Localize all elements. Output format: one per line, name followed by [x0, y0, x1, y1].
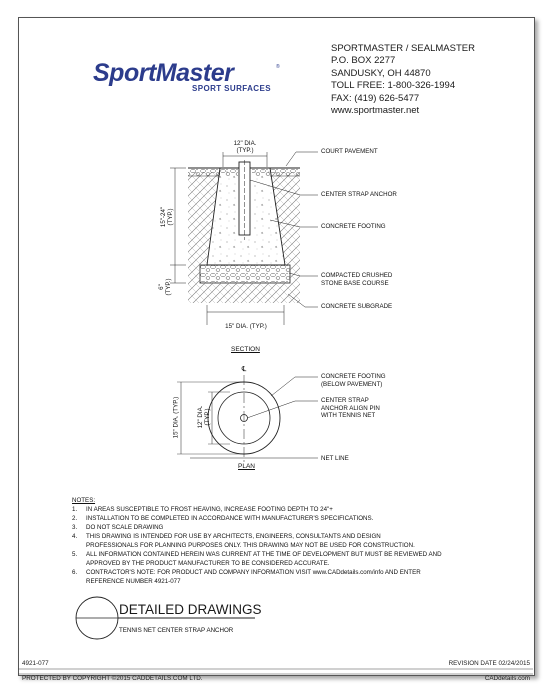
- note-text: DO NOT SCALE DRAWING: [86, 524, 164, 531]
- section-caption: SECTION: [231, 346, 260, 353]
- dim-plan-inner: [197, 397, 211, 437]
- note-text: ALL INFORMATION CONTAINED HEREIN WAS CURRENT AT THE TIME OF DEVELOPMENT BUT MUST BE REVIEWED AND: [86, 551, 442, 558]
- concrete-subgrade: [200, 283, 290, 303]
- note-item: [72, 523, 432, 532]
- company-fax: FAX: (419) 626-5477: [331, 92, 420, 104]
- label-court-pavement: COURT PAVEMENT: [321, 148, 378, 155]
- note-text: IN AREAS SUSCEPTIBLE TO FROST HEAVING, INCREASE FOOTING DEPTH TO 24"+: [86, 506, 333, 513]
- label-plan-footing-line2: (BELOW PAVEMENT): [321, 380, 383, 388]
- label-crushed-stone-line2: STONE BASE COURSE: [321, 279, 389, 287]
- reference-number: 4921-077: [22, 660, 49, 667]
- note-number: 3.: [72, 524, 78, 531]
- label-concrete-footing: CONCRETE FOOTING: [321, 223, 386, 230]
- label-net-line: NET LINE: [321, 455, 349, 462]
- company-website: www.sportmaster.net: [331, 105, 420, 117]
- dim-depth-value: 15"-24": [160, 206, 167, 228]
- note-number: 1.: [72, 506, 78, 513]
- dim-depth-typ: (TYP.): [167, 208, 174, 226]
- dim-base-depth: [158, 272, 172, 302]
- note-item: [72, 532, 432, 550]
- logo-tagline: SPORT SURFACES: [192, 84, 271, 93]
- copyright-notice: PROTECTED BY COPYRIGHT ©2015 CADDETAILS.COM LTD.: [22, 675, 203, 682]
- crushed-stone-base: [200, 265, 290, 283]
- note-text-continued: APPROVED BY THE PRODUCT MANUFACTURER TO BE CONSIDERED ACCURATE.: [86, 560, 330, 567]
- note-number: 5.: [72, 551, 78, 558]
- dim-footing-depth: [160, 194, 174, 240]
- note-number: 4.: [72, 533, 78, 540]
- label-concrete-subgrade: CONCRETE SUBGRADE: [321, 303, 393, 310]
- label-plan-footing: [321, 373, 386, 388]
- label-center-strap-anchor: CENTER STRAP ANCHOR: [321, 191, 397, 198]
- note-text: THIS DRAWING IS INTENDED FOR USE BY ARCHITECTS, ENGINEERS, CONSULTANTS AND DESIGN: [86, 533, 381, 540]
- drawing-subtitle: TENNIS NET CENTER STRAP ANCHOR: [119, 627, 234, 634]
- note-item: [72, 568, 432, 586]
- logo-wordmark: SportMaster: [93, 59, 234, 87]
- note-item: [72, 514, 432, 523]
- note-item: [72, 505, 432, 514]
- label-crushed-stone-line1: COMPACTED CRUSHED: [321, 272, 393, 279]
- note-text-continued: REFERENCE NUMBER 4921-077: [86, 578, 181, 585]
- section-view: [170, 152, 318, 325]
- caddetails-link[interactable]: CADdetails.com: [484, 675, 530, 682]
- revision-date: REVISION DATE 02/24/2015: [448, 660, 530, 667]
- note-text: INSTALLATION TO BE COMPLETED IN ACCORDANCE WITH MANUFACTURER'S SPECIFICATIONS.: [86, 515, 374, 522]
- dim-plan-inner-typ: (TYP.): [204, 408, 211, 426]
- dim-base-value: 6": [158, 284, 165, 290]
- dim-bottom-diameter: 15" DIA. (TYP.): [225, 323, 267, 330]
- dim-plan-inner-value: 12" DIA.: [197, 405, 204, 429]
- dim-top-typ: (TYP.): [236, 147, 254, 154]
- dim-top-value: 12" DIA.: [233, 140, 257, 147]
- logo-registered-mark: ®: [276, 64, 280, 70]
- company-name: SPORTMASTER / SEALMASTER: [331, 43, 475, 54]
- drawing-title: DETAILED DRAWINGS: [119, 602, 262, 617]
- plan-centerline-symbol: ℄: [241, 366, 247, 373]
- note-number: 6.: [72, 569, 78, 576]
- label-plan-pin-line3: WITH TENNIS NET: [321, 412, 376, 420]
- notes-block: [72, 496, 442, 586]
- label-plan-pin-line1: CENTER STRAP: [321, 397, 369, 404]
- notes-title: NOTES:: [72, 497, 96, 504]
- note-text: CONTRACTOR'S NOTE: FOR PRODUCT AND COMPANY INFORMATION VISIT www.CADdetails.com/info AND ENTER: [86, 569, 421, 576]
- note-text-continued: PROFESSIONALS FOR PLANNING PURPOSES ONLY. THIS DRAWING MAY NOT BE USED FOR CONSTRUCTION.: [86, 542, 415, 549]
- label-plan-pin: [321, 397, 380, 420]
- company-address: P.O. BOX 2277: [331, 55, 396, 67]
- company-toll-free: TOLL FREE: 1-800-326-1994: [331, 80, 456, 92]
- plan-caption: PLAN: [238, 463, 255, 470]
- note-number: 2.: [72, 515, 78, 522]
- label-crushed-stone-base: [321, 272, 392, 287]
- dim-base-typ: (TYP.): [165, 278, 172, 296]
- label-plan-pin-line2: ANCHOR ALIGN PIN: [321, 404, 380, 412]
- dim-plan-outer: 15" DIA. (TYP.): [172, 396, 180, 439]
- label-plan-footing-line1: CONCRETE FOOTING: [321, 373, 386, 380]
- note-item: [72, 550, 442, 568]
- company-city: SANDUSKY, OH 44870: [331, 67, 431, 79]
- dim-top-diameter: [224, 140, 266, 154]
